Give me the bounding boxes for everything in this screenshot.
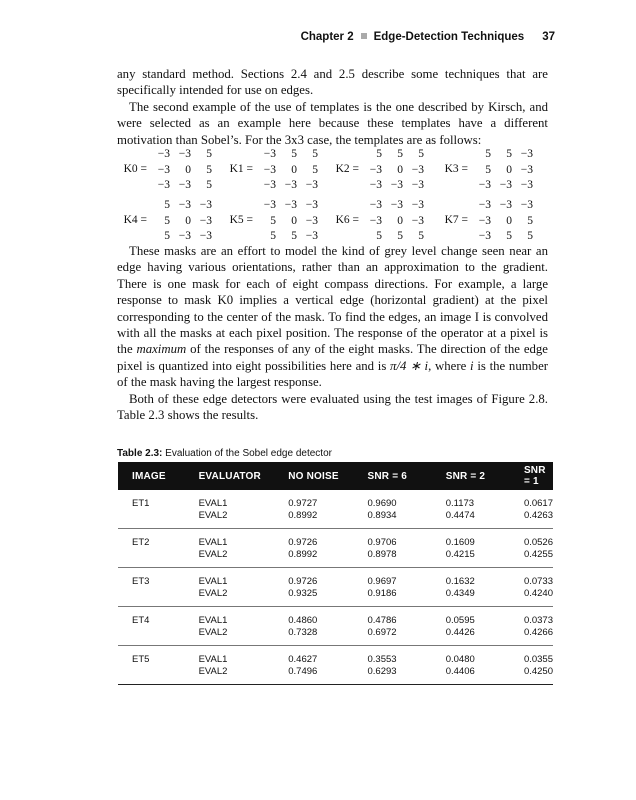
formula: π/4 ∗ i bbox=[390, 358, 429, 373]
table-row: ET5 EVAL1 0.4627 0.3553 0.0480 0.0355 bbox=[132, 654, 553, 665]
table-row: ET3 EVAL1 0.9726 0.9697 0.1632 0.0733 bbox=[132, 576, 553, 587]
paragraph-3: These masks are an effort to model the kind of grey level change seen near an edge having various orientations, rather than an approximation to the gradient. There is one mask for each of eight compass directions. For example, a large response to mask K0 implies a vertical edge (horizontal gradient) at the pixel corresponding to the center of the mask. To find the edges, an image I is convolved with all the masks at each pixel position. The response of the operator at a pixel is the maximum of the responses of any of the eight masks. The direction of the edge pixel is quantized into eight possibilities here and is π/4 ∗ i, where i is the number of the mask having the largest response. bbox=[117, 244, 549, 390]
mask-k1: K1 = −3 5 5 −3 0 5 −3 −3 −3 bbox=[229, 148, 318, 192]
table-header-row bbox=[118, 462, 553, 490]
mask-label: K3 = bbox=[444, 163, 468, 175]
mask-label: K6 = bbox=[335, 214, 359, 226]
mask-label: K4 = bbox=[123, 214, 147, 226]
column-header: IMAGE bbox=[118, 462, 185, 490]
table-row: EVAL2 0.7328 0.6972 0.4426 0.4266 bbox=[118, 627, 553, 646]
column-header: EVALUATOR bbox=[185, 462, 275, 490]
mask-k4: K4 = 5 −3 −3 5 0 −3 5 −3 −3 bbox=[123, 199, 212, 243]
column-header: SNR = 1 bbox=[510, 462, 553, 490]
separator-square-icon bbox=[361, 33, 367, 39]
column-header: SNR = 2 bbox=[432, 462, 510, 490]
chapter-label: Chapter 2 bbox=[300, 31, 354, 43]
mask-label: K0 = bbox=[123, 163, 147, 175]
paragraph-4: Both of these edge detectors were evaluated using the test images of Figure 2.8. Table 2.3 shows the results. bbox=[117, 391, 548, 423]
table-caption-label: Table 2.3: bbox=[117, 448, 163, 459]
page-number: 37 bbox=[542, 31, 555, 43]
mask-label: K5 = bbox=[229, 214, 253, 226]
discussion-text bbox=[117, 243, 548, 423]
column-header: NO NOISE bbox=[274, 462, 353, 490]
table-caption bbox=[117, 448, 332, 459]
table-caption-text: Evaluation of the Sobel edge detector bbox=[162, 448, 332, 459]
mask-k2: K2 = 5 5 5 −3 0 −3 −3 −3 −3 bbox=[335, 148, 424, 192]
mask-k3: K3 = 5 5 −3 5 0 −3 −3 −3 −3 bbox=[444, 148, 533, 192]
emphasis-maximum: maximum bbox=[136, 342, 187, 357]
table-row: ET1 EVAL1 0.9727 0.9690 0.1173 0.0617 bbox=[132, 498, 553, 509]
intro-text bbox=[117, 66, 548, 148]
mask-k6: K6 = −3 −3 −3 −3 0 −3 5 5 5 bbox=[335, 199, 424, 243]
table-row: EVAL2 0.9325 0.9186 0.4349 0.4240 bbox=[118, 588, 553, 607]
paragraph-1: any standard method. Sections 2.4 and 2.5 describe some techniques that are specifically intended for use on edges. bbox=[117, 67, 548, 98]
mask-row-2 bbox=[117, 198, 553, 246]
table-row: EVAL2 0.8992 0.8978 0.4215 0.4255 bbox=[118, 549, 553, 568]
table-row: ET2 EVAL1 0.9726 0.9706 0.1609 0.0526 bbox=[132, 537, 553, 548]
sobel-evaluation-table bbox=[118, 462, 553, 685]
mask-label: K2 = bbox=[335, 163, 359, 175]
mask-k0: K0 = −3 −3 5 −3 0 5 −3 −3 5 bbox=[123, 148, 212, 192]
column-header: SNR = 6 bbox=[354, 462, 432, 490]
mask-row-1 bbox=[117, 147, 553, 195]
table-row: ET4 EVAL1 0.4860 0.4786 0.0595 0.0373 bbox=[132, 615, 553, 626]
paragraph-2: The second example of the use of templates is the one described by Kirsch, and were selected as an example here because these templates have a different motivation than Sobel’s. For the 3x3 case, the templates are as follows: bbox=[117, 99, 548, 147]
mask-label: K1 = bbox=[229, 163, 253, 175]
mask-k7: K7 = −3 −3 −3 −3 0 5 −3 5 5 bbox=[444, 199, 533, 243]
table-row: EVAL2 0.7496 0.6293 0.4406 0.4250 bbox=[118, 666, 553, 685]
table-row: EVAL2 0.8992 0.8934 0.4474 0.4263 bbox=[118, 510, 553, 529]
running-header bbox=[117, 31, 553, 43]
mask-label: K7 = bbox=[444, 214, 468, 226]
mask-k5: K5 = −3 −3 −3 5 0 −3 5 5 −3 bbox=[229, 199, 318, 243]
chapter-title: Edge-Detection Techniques bbox=[373, 31, 525, 43]
